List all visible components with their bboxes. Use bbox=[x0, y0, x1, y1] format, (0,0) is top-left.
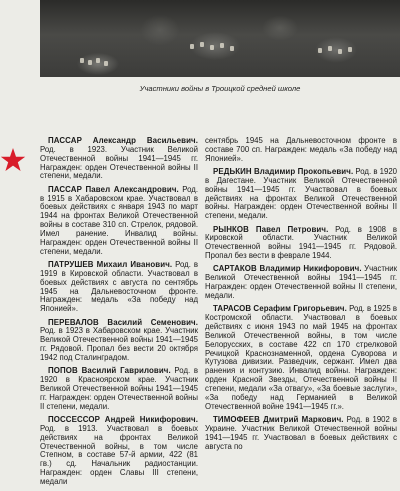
person-name: ПОССЕССОР Андрей Никифорович. bbox=[48, 414, 198, 424]
entry-paragraph bbox=[40, 367, 198, 411]
biography-entry bbox=[40, 186, 198, 257]
entry-text: Род. в 1919 в Кировской области. Участвовал в боевых действиях с августа по сентябрь 1945 на Дальневосточном фронте. Награжден: медаль «За победу над Японией». bbox=[40, 259, 198, 314]
entry-text: сентябрь 1945 на Дальневосточном фронте в составе 700 сп. Награжден: медаль «За победу над Японией». bbox=[205, 136, 397, 163]
biography-entry bbox=[205, 265, 397, 300]
left-column bbox=[40, 137, 198, 491]
biography-entry bbox=[205, 137, 397, 164]
entry-paragraph bbox=[40, 416, 198, 487]
person-name: ТАРАСОВ Серафим Григорьевич. bbox=[213, 304, 347, 314]
entry-text: Род. в 1913. Участвовал в боевых действиях на фронтах Великой Отечественной войны, в том числе Степном, в составе 57-й армии, 422 (81 гв.) сд. Начальник радиостанции. Награжден: орден Славы III степени, медали bbox=[40, 423, 198, 486]
group-photo bbox=[40, 0, 400, 77]
person-name: РЕДЬКИН Владимир Прокопьевич. bbox=[213, 167, 354, 177]
biography-entry bbox=[40, 367, 198, 411]
entry-text: Род. в 1902 в Украине. Участник Великой Отечественной войны 1941—1945 гг. Участвовал в боевых действиях с августа по bbox=[205, 414, 397, 451]
entry-text: Род. в 1920 в Дагестане. Участник Великой Отечественной войны 1941—1945 гг. Участвовал в боевых действиях на фронтах Великой Отечественной войны. Награжден: орден Отечественной войны II степени, медали. bbox=[205, 167, 397, 221]
person-name: ТИМОФЕЕВ Дмитрий Маркович. bbox=[213, 414, 344, 424]
biography-entry bbox=[40, 261, 198, 314]
person-name: ПАТРУШЕВ Михаил Иванович. bbox=[48, 259, 173, 269]
biography-entry bbox=[205, 226, 397, 261]
entry-text: Род. в 1925 в Костромской области. Участвовал в боевых действиях с июня 1943 по май 1945 на фронтах Великой Отечественной войны, в том числе Белорусских, в составе 422 сп 170 стрелковой Речицкой Краснознаменной, ордена Суворова и Кутузова дивизии. Разведчик, сержант. Имел два ранения и контузию. Инвалид войны. Награжден: орден Красной Звезды, Отечественной войны II степени, медали «За отвагу», «За боевые заслуги», «За победу над Германией в Великой Отечественной войне 1941—1945 гг.». bbox=[205, 304, 397, 411]
entry-paragraph bbox=[205, 305, 397, 411]
right-column bbox=[205, 137, 397, 456]
entry-paragraph bbox=[205, 168, 397, 221]
person-name: ПАССАР Павел Александрович. bbox=[48, 184, 179, 194]
person-name: САРТАКОВ Владимир Никифорович. bbox=[213, 264, 362, 274]
entry-paragraph bbox=[205, 137, 397, 164]
person-name: ПАССАР Александр Васильевич. bbox=[48, 136, 198, 145]
red-star-icon bbox=[0, 147, 26, 173]
entry-text: Род. в 1908 в Кировской области. Участник Великой Отечественной войны 1941—1945 гг. Рядовой. Пропал без вести в феврале 1944. bbox=[205, 224, 397, 261]
person-name: РЫНКОВ Павел Петрович. bbox=[213, 224, 329, 234]
entry-paragraph bbox=[40, 137, 198, 181]
biography-entry bbox=[40, 416, 198, 487]
entry-paragraph bbox=[40, 186, 198, 257]
entry-text: Род. в 1920 в Красноярском крае. Участник Великой Отечественной войны 1941—1945 гг. Награжден: орден Отечественной войны II степени, медали. bbox=[40, 366, 198, 411]
person-name: ПОПОВ Василий Гаврилович. bbox=[48, 366, 171, 376]
entry-paragraph bbox=[205, 265, 397, 300]
entry-text: Род. в 1923. Участник Великой Отечественной войны 1941—1945 гг. Награжден: орден Отечественной войны II степени, медали. bbox=[40, 144, 198, 181]
biography-entry bbox=[205, 305, 397, 411]
entry-paragraph bbox=[205, 416, 397, 451]
entry-paragraph bbox=[205, 226, 397, 261]
biography-entry bbox=[205, 168, 397, 221]
entry-paragraph bbox=[40, 319, 198, 363]
person-name: ПЕРЕВАЛОВ Василий Семенович. bbox=[48, 317, 198, 327]
biography-entry bbox=[40, 319, 198, 363]
entry-text: Род. в 1923 в Хабаровском крае. Участник Великой Отечественной войны 1941—1945 гг. Рядовой. Пропал без вести 20 октября 1942 под Сталинградом. bbox=[40, 326, 198, 362]
biography-entry bbox=[205, 416, 397, 451]
biography-entry bbox=[40, 137, 198, 181]
entry-text: Род. в 1915 в Хабаровском крае. Участвовал в боевых действиях с января 1943 по март 1944 на фронтах Великой Отечественной войны в составе 310 сп. Стрелок, рядовой. Имел ранение. Инвалид войны. Награжден: орден Отечественной войны II степени, медали. bbox=[40, 184, 199, 256]
entry-paragraph bbox=[40, 261, 198, 314]
photo-caption: Участники войны в Троицкой средней школе bbox=[139, 84, 301, 93]
entry-text: Участник Великой Отечественной войны 1941—1945 гг. Награжден: орден Отечественной войны II степени, медали. bbox=[205, 264, 398, 300]
